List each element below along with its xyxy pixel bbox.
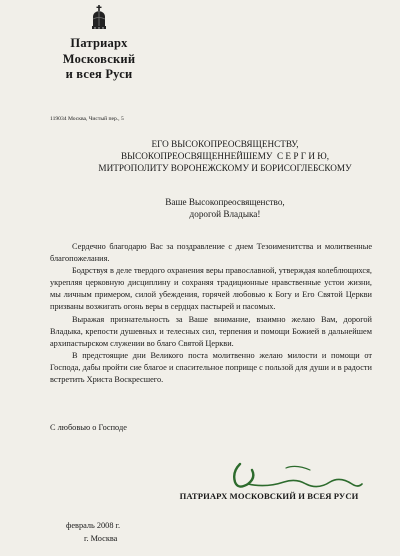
handwritten-signature [226, 454, 366, 494]
body-paragraph-3: Выражая признательность за Ваше внимание, взаимно желаю Вам, дорогой Владыка, крепости душевных и телесных сил, терпения и помощи Божией в дальнейшем архипастырском служении во благо Святой Церкви. [50, 314, 372, 348]
closing-phrase: С любовью о Господе [50, 423, 127, 432]
recipient-block [60, 138, 390, 174]
letterhead-title-line-3: и всея Руси [65, 67, 133, 81]
letterhead-title-line-1: Патриарх [70, 36, 128, 50]
body-paragraph-2: Бодрствуя в деле твердого охранения веры православной, утверждая колеблющихся, укрепляя церковную дисциплину и сохраняя традиционные нравственные устои жизни, мы личным примером, силой убеждения, горячей любовью к Богу и Его Святой Церкви призваны возжигать огонь веры в сердцах пастырей и пасомых. [50, 266, 372, 312]
recipient-line-3: МИТРОПОЛИТУ ВОРОНЕЖСКОМУ И БОРИСОГЛЕБСКОМУ [98, 163, 352, 173]
greeting-block [60, 196, 390, 220]
crown-icon [89, 4, 109, 34]
greeting-line-2: дорогой Владыка! [189, 209, 261, 219]
recipient-line-2: ВЫСОКОПРЕОСВЯЩЕННЕЙШЕМУ С Е Р Г И Ю, [120, 151, 330, 161]
letter-body [50, 241, 372, 386]
letterhead [44, 4, 154, 83]
body-paragraph-4: В предстоящие дни Великого поста молитвенно желаю милости и помощи от Господа, дабы пройти сие благое и спасительное поприще с пользой для души и в радости встретить Христа Воскресшего. [50, 350, 372, 385]
greeting-line-1: Ваше Высокопреосвященство, [165, 197, 285, 207]
recipient-line-1: ЕГО ВЫСОКОПРЕОСВЯЩЕНСТВУ, [151, 139, 299, 149]
letter-date: февраль 2008 г. [66, 521, 121, 530]
letterhead-title-line-2: Московский [62, 51, 136, 66]
signature-title: ПАТРИАРХ МОСКОВСКИЙ И ВСЕЯ РУСИ [179, 491, 359, 501]
letter-place: г. Москва [84, 534, 118, 543]
letterhead-address: 119034 Москва, Чистый пер., 5 [50, 116, 124, 122]
body-paragraph-1: Сердечно благодарю Вас за поздравление с днем Тезоименитства и молитвенные благопожелания. [50, 242, 372, 264]
